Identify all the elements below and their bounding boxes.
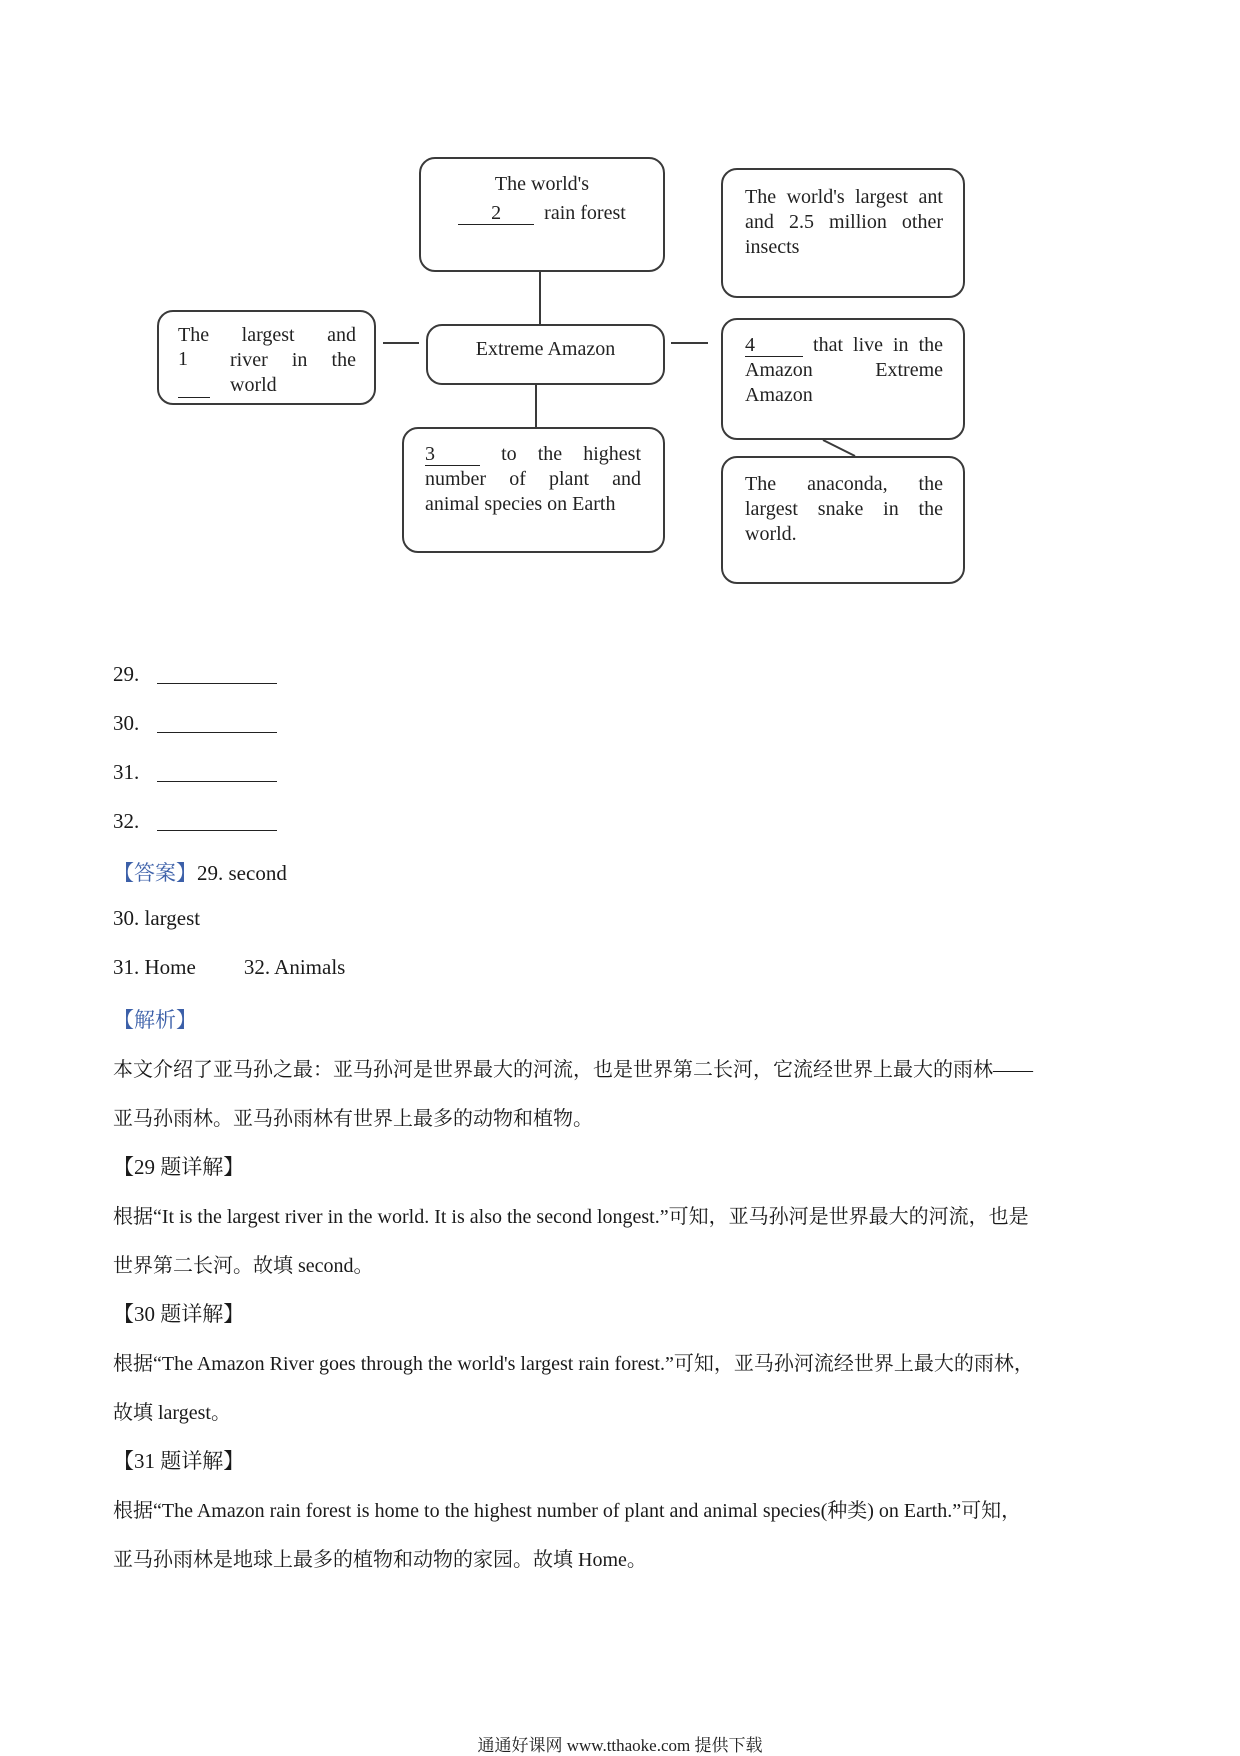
box-largest-river [157,310,376,405]
answer-31: 31. Home [113,955,196,979]
box-largest-river-line1 [178,323,356,348]
connector-right-diagonal [820,438,860,458]
detail-30-line2: 故填 largest。 [113,1402,231,1424]
box-rain-forest-rest: rain forest [544,202,626,224]
answer-32: 32. Animals [243,955,346,979]
blank-2: 2 [458,202,534,225]
answer-31-32-line [113,955,345,980]
answer-blank[interactable] [157,810,277,831]
box-anaconda [721,456,965,584]
detail-29-line2: 世界第二长河。故填 second。 [113,1255,374,1277]
amazon-mind-map [0,0,1240,600]
page-footer: 通通好课网 www.tthaoke.com 提供下载 [477,1736,763,1755]
analysis-intro-2: 亚马孙雨林。亚马孙雨林有世界上最多的动物和植物。 [113,1108,593,1130]
connector-left [383,342,419,344]
connector-right [671,342,708,344]
question-number: 31. [113,760,140,784]
box-plant-animal-rest: to the highest number of plant and animal species on Earth [425,443,641,515]
blank-4: 4 [745,334,803,357]
answer-30: 30. largest [113,906,201,930]
blank-3: 3 [425,443,480,466]
box-ant-insects [721,168,965,298]
box-rain-forest [419,157,665,272]
analysis-intro-1: 本文介绍了亚马孙之最：亚马孙河是世界最大的河流，也是世界第二长河，它流经世界上最大的雨林—— [113,1059,1033,1081]
box-largest-river-post: river in the world [230,349,356,396]
box-anaconda-text: The anaconda, the largest snake in the world. [745,473,943,545]
box-ant-insects-text: The world's largest ant and 2.5 million other insects [745,186,943,258]
connector-top [539,272,541,324]
question-number: 30. [113,711,140,735]
detail-30-line1: 根据“The Amazon River goes through the world's largest rain forest.”可知，亚马孙河流经世界上最大的雨林， [113,1353,1034,1375]
answer-blank[interactable] [157,663,277,684]
answer-blank[interactable] [157,712,277,733]
detail-29-line1: 根据“It is the largest river in the world. It is also the second longest.”可知，亚马孙河是世界最大的河流，也是 [113,1206,1029,1228]
box-live-in-amazon [721,318,965,440]
center-title: Extreme Amazon [475,338,616,360]
detail-31-line1: 根据“The Amazon rain forest is home to the highest number of plant and animal species(种类) on Earth.”可知， [113,1500,1022,1522]
answer-blank[interactable] [157,761,277,782]
question-number: 29. [113,662,140,686]
question-31 [113,760,277,785]
connector-bottom [535,385,537,427]
box-extreme-amazon [426,324,665,385]
detail-30-heading: 【30 题详解】 [113,1302,245,1326]
answer-line [113,857,287,887]
question-32 [113,809,277,834]
question-number: 32. [113,809,140,833]
question-29 [113,662,277,687]
blank-1: 1 [178,348,210,398]
detail-31-heading: 【31 题详解】 [113,1449,245,1473]
box-plant-animal-species [402,427,665,553]
question-30 [113,711,277,736]
detail-29-heading: 【29 题详解】 [113,1155,245,1179]
detail-31-line2: 亚马孙雨林是地球上最多的植物和动物的家园。故填 Home。 [113,1549,647,1571]
analysis-tag: 【解析】 [113,1008,197,1032]
box-largest-river-pre: The largest and [178,324,356,346]
box-live-in-amazon-rest: that live in the Amazon Extreme Amazon [745,334,943,406]
box-rain-forest-line1: The world's [494,173,590,195]
answer-29: 29. second [197,861,287,885]
answer-tag: 【答案】 [113,861,197,885]
